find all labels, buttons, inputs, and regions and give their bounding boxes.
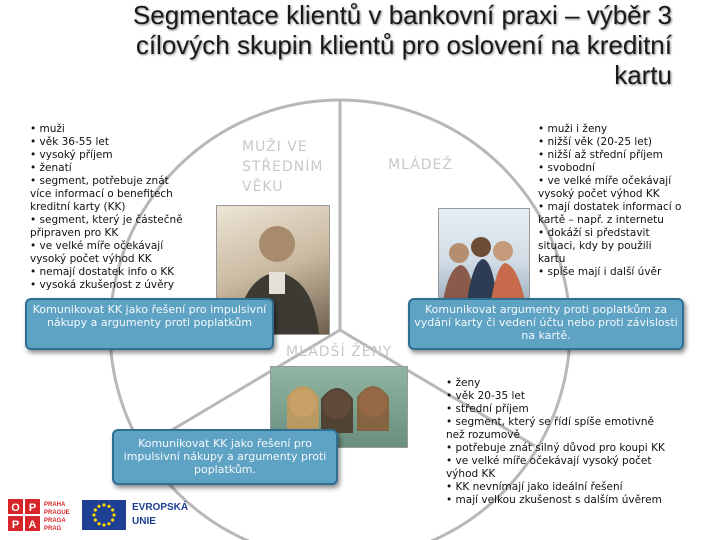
list-item: • ve velké míře očekávají: [30, 240, 164, 252]
list-item: • segment, který je částečně: [30, 214, 183, 226]
list-item: • segment, potřebuje znát: [30, 175, 169, 187]
list-item: • segment, který se řídí spíše emotivně: [446, 416, 655, 428]
list-item: výhod KK: [446, 468, 496, 480]
segment-label-youth: MLÁDEŽ: [388, 157, 453, 173]
list-item: • mají dostatek informací o: [538, 201, 682, 213]
list-item: • dokáží si představit: [538, 227, 650, 239]
list-item: • potřebuje znát silný důvod pro koupi KK: [446, 442, 665, 454]
photo-young-people: [438, 208, 530, 302]
opp-city-line: PRAHA: [44, 502, 66, 508]
opp-city-line: PRAGA: [44, 518, 66, 524]
opp-city-line: PRAGUE: [44, 510, 70, 516]
list-item: • muži: [30, 123, 65, 135]
callout-men: Komunikovat KK jako řešení pro impulsivní nákupy a argumenty proti poplatkům: [25, 298, 274, 350]
title-line-3: kartu: [614, 60, 672, 90]
bullets-men: [30, 123, 183, 292]
list-item: situaci, kdy by použili: [538, 240, 652, 252]
segment-label-men: [242, 137, 323, 197]
list-item: • vysoký příjem: [30, 149, 113, 161]
list-item: • spíše mají i další úvěr: [538, 266, 662, 278]
title-line-2: cílových skupin klientů pro oslovení na kreditní: [135, 30, 672, 60]
group-silhouette-icon: [439, 209, 529, 301]
bullets-women: [446, 377, 665, 507]
segment-label-men-line-2: STŘEDNÍM: [242, 159, 324, 175]
list-item: než rozumově: [446, 429, 520, 441]
list-item: • střední příjem: [446, 403, 529, 415]
list-item: • ve velké míře očekávají vysoký počet: [446, 455, 652, 467]
opp-letter: A: [28, 519, 37, 531]
list-item: • nižší věk (20-25 let): [538, 136, 652, 148]
list-item: kartu: [538, 253, 566, 265]
list-item: • věk 20-35 let: [446, 390, 525, 402]
opp-letter: O: [11, 502, 20, 514]
segment-label-men-line-1: MUŽI VE: [242, 139, 308, 155]
list-item: • mají velkou zkušenost s dalším úvěrem: [446, 494, 662, 506]
title-line-1: Segmentace klientů v bankovní praxi – výběr 3: [132, 0, 672, 30]
list-item: • ženy: [446, 377, 481, 389]
list-item: • svobodní: [538, 162, 595, 174]
opp-letter: P: [28, 502, 37, 514]
list-item: • ženatí: [30, 162, 72, 174]
opp-city-line: PRAG: [44, 526, 62, 531]
bullets-youth: [538, 123, 681, 279]
segment-label-men-line-3: VĚKU: [242, 179, 284, 195]
list-item: • nižší až střední příjem: [538, 149, 663, 161]
list-item: připraven pro KK: [30, 227, 119, 239]
list-item: vysoký počet výhod KK: [30, 253, 152, 265]
opp-letter: P: [11, 519, 20, 531]
opp-praha-logo: [8, 499, 76, 531]
list-item: • vysoká zkušenost z úvěry: [30, 279, 175, 291]
eu-label-line-2: UNIE: [132, 516, 156, 527]
callout-youth: Komunikovat argumenty proti poplatkům za vydání karty či vedení účtu nebo proti závislosti na kartě.: [408, 298, 684, 350]
eu-flag-icon: [82, 500, 126, 530]
list-item: kartě – např. z internetu: [538, 214, 664, 226]
opp-logo-icon: [8, 499, 76, 531]
list-item: • KK nevnímají jako ideální řešení: [446, 481, 623, 493]
eu-label-line-1: EVROPSKÁ: [132, 502, 189, 513]
segment-label-women: MLADŠÍ ŽENY: [286, 344, 393, 360]
callout-women: Komunikovat KK jako řešení pro impulsivní nákupy a argumenty proti poplatkům.: [112, 429, 338, 485]
eu-label: [132, 501, 188, 529]
list-item: • nemají dostatek info o KK: [30, 266, 175, 278]
list-item: • ve velké míře očekávají: [538, 175, 672, 187]
list-item: více informací o benefitech: [30, 188, 173, 200]
list-item: • věk 36-55 let: [30, 136, 109, 148]
list-item: kreditní karty (KK): [30, 201, 126, 213]
list-item: vysoký počet výhod KK: [538, 188, 660, 200]
list-item: • muži i ženy: [538, 123, 608, 135]
eu-stars-icon: [82, 500, 126, 530]
